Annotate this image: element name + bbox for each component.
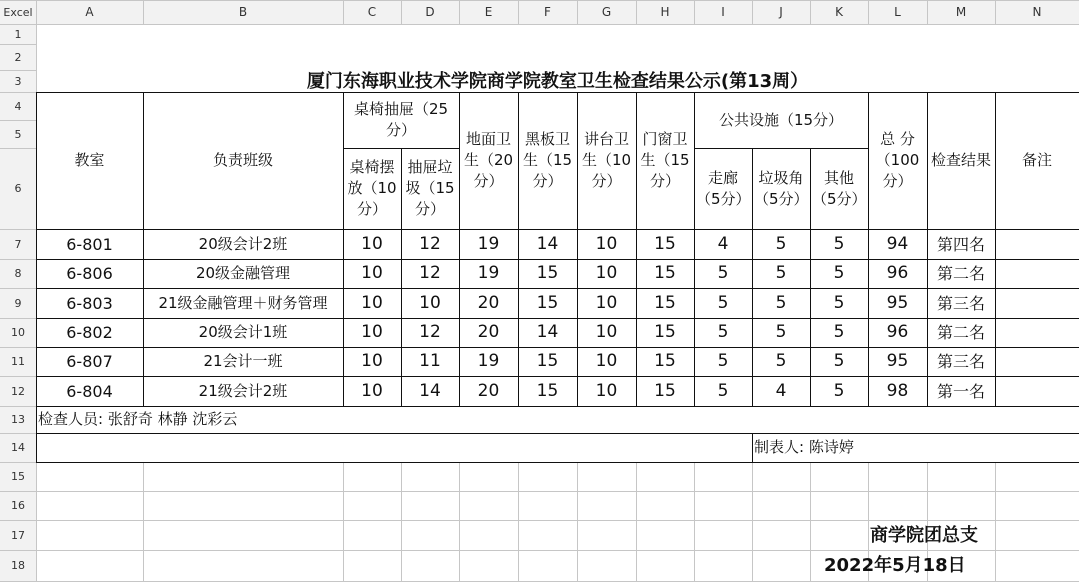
cell-result[interactable]: 第四名: [936, 234, 985, 254]
cell-desk[interactable]: 10: [361, 233, 383, 254]
cell-total[interactable]: 95: [886, 351, 909, 371]
cell-door[interactable]: 15: [654, 292, 676, 313]
cell-remarks[interactable]: [995, 376, 1079, 406]
cell-remarks[interactable]: [995, 229, 1079, 259]
cell-board[interactable]: 14: [536, 322, 559, 342]
merged-cell-background: [37, 434, 752, 462]
cell-podium[interactable]: 10: [595, 380, 618, 401]
cell-other[interactable]: 5: [833, 351, 845, 371]
header-other[interactable]: 其他（5分）: [812, 168, 867, 208]
cell-floor[interactable]: 20: [477, 292, 500, 313]
cell-podium[interactable]: 10: [595, 233, 618, 254]
cell-board[interactable]: 15: [536, 351, 559, 371]
sheet-title[interactable]: 厦门东海职业技术学院商学院教室卫生检查结果公示(第13周）: [306, 70, 809, 92]
row-header-14[interactable]: 14: [0, 433, 36, 462]
cell-class[interactable]: 21级金融管理＋财务管理: [158, 293, 328, 312]
header-drawer-trash[interactable]: 抽屉垃圾（15分）: [405, 158, 455, 218]
tabulator-note[interactable]: 制表人: 陈诗婷: [754, 438, 854, 456]
cell-desk[interactable]: 10: [361, 263, 383, 283]
cell-total[interactable]: 96: [886, 263, 909, 283]
cell-class[interactable]: 21级会计2班: [198, 381, 288, 400]
cell-trash[interactable]: 5: [775, 263, 787, 283]
column-header-l[interactable]: L: [868, 0, 927, 24]
cell-podium[interactable]: 10: [595, 292, 618, 313]
header-total[interactable]: 总 分（100分）: [875, 130, 920, 190]
cell-room[interactable]: 6-804: [66, 381, 113, 401]
cell-trash[interactable]: 5: [775, 233, 787, 254]
cell-desk[interactable]: 10: [361, 322, 383, 342]
row-header-15[interactable]: 15: [0, 462, 36, 491]
row-header-13[interactable]: 13: [0, 406, 36, 433]
cell-floor[interactable]: 19: [477, 233, 500, 254]
cell-remarks[interactable]: [995, 347, 1079, 376]
header-corridor[interactable]: 走廊（5分）: [696, 168, 751, 208]
cell-other[interactable]: 5: [833, 292, 845, 313]
cell-floor[interactable]: 20: [477, 380, 500, 401]
cell-drawer[interactable]: 12: [419, 233, 441, 254]
cell-corridor[interactable]: 4: [717, 233, 729, 254]
cell-door[interactable]: 15: [654, 233, 676, 254]
column-header-c[interactable]: C: [343, 0, 401, 24]
header-desk-drawer[interactable]: 桌椅抽屉（25分）: [353, 100, 449, 139]
cell-desk[interactable]: 10: [361, 292, 383, 313]
cell-drawer[interactable]: 11: [419, 351, 441, 371]
column-header-n[interactable]: N: [995, 0, 1079, 24]
cell-class[interactable]: 20级会计1班: [198, 323, 288, 341]
cell-total[interactable]: 98: [886, 380, 909, 401]
column-header-h[interactable]: H: [636, 0, 694, 24]
cell-corridor[interactable]: 5: [717, 292, 729, 313]
cell-board[interactable]: 15: [536, 292, 559, 313]
column-header-m[interactable]: M: [927, 0, 995, 24]
header-blackboard[interactable]: 黑板卫生（15分）: [522, 130, 573, 190]
header-remarks[interactable]: 备注: [1021, 151, 1052, 169]
grid-line-horizontal: [0, 0, 1079, 1]
cell-desk[interactable]: 10: [361, 351, 383, 371]
header-floor[interactable]: 地面卫生（20分）: [463, 130, 514, 190]
report-date[interactable]: 2022年5月18日: [824, 555, 966, 576]
cell-result[interactable]: 第二名: [936, 323, 985, 342]
cell-result[interactable]: 第一名: [936, 381, 985, 401]
cell-floor[interactable]: 20: [477, 322, 500, 342]
header-trash-corner[interactable]: 垃圾角（5分）: [754, 168, 809, 208]
header-room[interactable]: 教室: [74, 151, 105, 169]
header-podium[interactable]: 讲台卫生（10分）: [581, 130, 632, 190]
cell-corridor[interactable]: 5: [717, 263, 729, 283]
cell-remarks[interactable]: [995, 318, 1079, 347]
cell-room[interactable]: 6-806: [66, 264, 113, 283]
row-header-1[interactable]: 1: [0, 24, 36, 44]
row-header-5[interactable]: 5: [0, 120, 36, 148]
cell-room[interactable]: 6-803: [66, 293, 113, 313]
cell-podium[interactable]: 10: [595, 351, 618, 371]
cell-trash[interactable]: 4: [775, 380, 787, 401]
cell-class[interactable]: 21会计一班: [203, 352, 283, 370]
cell-room[interactable]: 6-802: [66, 323, 113, 342]
cell-total[interactable]: 94: [886, 233, 909, 254]
cell-board[interactable]: 15: [536, 263, 559, 283]
row-header-8[interactable]: 8: [0, 259, 36, 288]
row-header-9[interactable]: 9: [0, 288, 36, 318]
row-header-4[interactable]: 4: [0, 92, 36, 120]
grid-line-horizontal: [0, 491, 1079, 492]
column-header-k[interactable]: K: [810, 0, 868, 24]
cell-drawer[interactable]: 10: [419, 292, 441, 313]
header-result[interactable]: 检查结果: [930, 151, 991, 169]
cell-other[interactable]: 5: [833, 263, 845, 283]
cell-other[interactable]: 5: [833, 380, 845, 401]
cell-door[interactable]: 15: [654, 380, 676, 401]
header-door-window[interactable]: 门窗卫生（15分）: [640, 130, 690, 190]
cell-class[interactable]: 20级金融管理: [195, 264, 291, 282]
cell-drawer[interactable]: 12: [419, 322, 441, 342]
cell-trash[interactable]: 5: [775, 292, 787, 313]
column-header-e[interactable]: E: [459, 0, 518, 24]
cell-door[interactable]: 15: [654, 263, 676, 283]
row-header-2[interactable]: 2: [0, 44, 36, 70]
cell-other[interactable]: 5: [833, 233, 845, 254]
cell-result[interactable]: 第三名: [936, 293, 985, 313]
row-header-18[interactable]: 18: [0, 550, 36, 581]
cell-remarks[interactable]: [995, 288, 1079, 318]
column-header-b[interactable]: B: [143, 0, 343, 24]
row-header-17[interactable]: 17: [0, 520, 36, 550]
cell-drawer[interactable]: 12: [419, 263, 441, 283]
cell-podium[interactable]: 10: [595, 263, 618, 283]
column-header-a[interactable]: A: [36, 0, 143, 24]
header-public-facilities[interactable]: 公共设施（15分）: [718, 110, 844, 129]
column-header-j[interactable]: J: [752, 0, 810, 24]
row-header-11[interactable]: 11: [0, 347, 36, 376]
row-header-16[interactable]: 16: [0, 491, 36, 520]
column-header-g[interactable]: G: [577, 0, 636, 24]
cell-desk[interactable]: 10: [361, 380, 383, 401]
cell-room[interactable]: 6-801: [66, 234, 113, 254]
row-header-3[interactable]: 3: [0, 70, 36, 92]
cell-drawer[interactable]: 14: [419, 380, 441, 401]
cell-result[interactable]: 第三名: [936, 352, 985, 371]
cell-board[interactable]: 14: [536, 233, 559, 254]
row-header-10[interactable]: 10: [0, 318, 36, 347]
cell-door[interactable]: 15: [654, 351, 676, 371]
cell-other[interactable]: 5: [833, 322, 845, 342]
column-header-f[interactable]: F: [518, 0, 577, 24]
cell-remarks[interactable]: [995, 259, 1079, 288]
header-desk-arrange[interactable]: 桌椅摆放（10分）: [347, 158, 397, 218]
cell-door[interactable]: 15: [654, 322, 676, 342]
inspectors-note[interactable]: 检查人员: 张舒奇 林静 沈彩云: [38, 410, 238, 428]
row-header-6[interactable]: 6: [0, 148, 36, 229]
column-header-d[interactable]: D: [401, 0, 459, 24]
cell-board[interactable]: 15: [536, 380, 559, 401]
cell-trash[interactable]: 5: [775, 322, 787, 342]
cell-floor[interactable]: 19: [477, 351, 500, 371]
column-header-i[interactable]: I: [694, 0, 752, 24]
row-header-12[interactable]: 12: [0, 376, 36, 406]
cell-corridor[interactable]: 5: [717, 322, 729, 342]
row-header-7[interactable]: 7: [0, 229, 36, 259]
cell-room[interactable]: 6-807: [66, 352, 113, 371]
cell-podium[interactable]: 10: [595, 322, 618, 342]
cell-class[interactable]: 20级会计2班: [198, 234, 288, 253]
header-class[interactable]: 负责班级: [212, 151, 273, 169]
cell-corridor[interactable]: 5: [717, 380, 729, 401]
cell-trash[interactable]: 5: [775, 351, 787, 371]
org-signature[interactable]: 商学院团总支: [870, 524, 978, 546]
cell-total[interactable]: 95: [886, 292, 909, 313]
cell-corridor[interactable]: 5: [717, 351, 729, 371]
table-border-horizontal: [36, 462, 1079, 463]
cell-floor[interactable]: 19: [477, 263, 500, 283]
cell-total[interactable]: 96: [886, 322, 909, 342]
select-all-corner[interactable]: Excel: [0, 0, 36, 24]
cell-result[interactable]: 第二名: [936, 264, 985, 283]
